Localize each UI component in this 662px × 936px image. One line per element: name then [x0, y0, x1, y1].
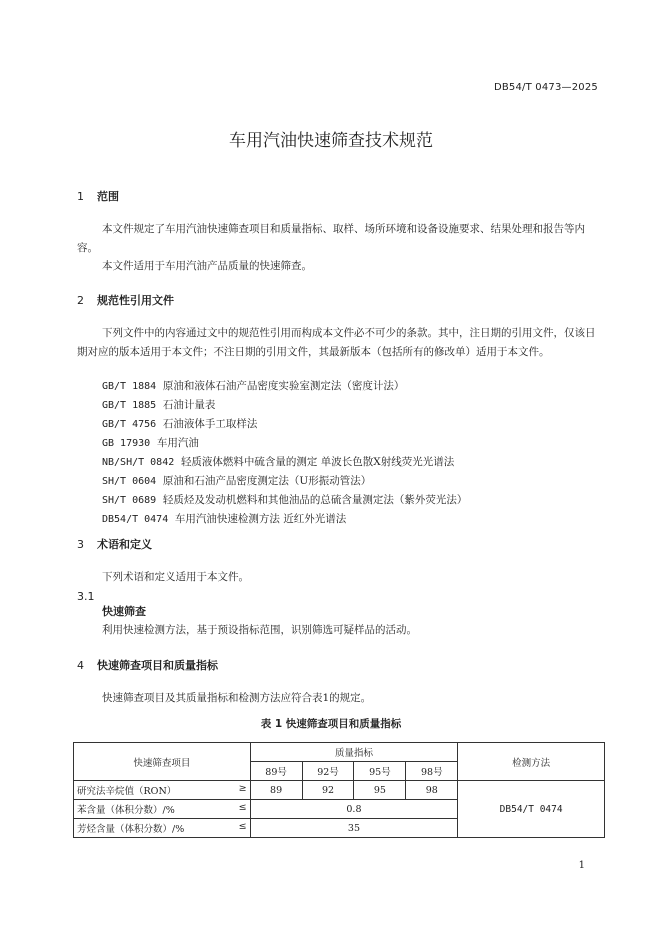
table-row	[74, 781, 605, 800]
item-name: 研究法辛烷值（RON）	[77, 786, 177, 797]
reference-item	[102, 396, 215, 415]
reference-item	[102, 415, 257, 434]
value-cell: 95	[354, 781, 406, 800]
reference-code: SH/T 0689	[102, 495, 157, 506]
section-4-paragraph-1: 快速筛查项目及其质量指标和检测方法应符合表1的规定。	[102, 692, 372, 704]
item-name: 苯含量（体积分数）/%	[77, 805, 175, 816]
reference-item	[102, 491, 467, 510]
grade-header: 92号	[302, 762, 354, 781]
table-header-row	[74, 743, 605, 762]
section-title: 术语和定义	[97, 538, 152, 551]
reference-name: 车用汽油	[156, 437, 199, 449]
reference-name: 石油计量表	[162, 399, 216, 411]
quality-index-table	[73, 742, 605, 838]
section-4-heading	[77, 657, 218, 673]
subsection-number: 3.1	[77, 590, 95, 603]
comparison-symbol: ≤	[238, 821, 247, 832]
value-cell: 89	[250, 781, 302, 800]
grade-header: 89号	[250, 762, 302, 781]
reference-code: GB 17930	[102, 438, 151, 449]
term-title: 快速筛查	[102, 605, 146, 618]
reference-code: DB54/T 0474	[102, 514, 169, 525]
item-cell	[74, 800, 251, 819]
header-item: 快速筛查项目	[74, 743, 251, 781]
section-title: 规范性引用文件	[97, 294, 174, 307]
section-3-heading	[77, 536, 152, 552]
item-cell	[74, 781, 251, 800]
reference-name: 轻质烃及发动机燃料和其他油品的总硫含量测定法（紫外荧光法）	[162, 494, 468, 506]
section-title: 范围	[97, 190, 119, 203]
section-number: 3	[77, 538, 84, 551]
grade-header: 95号	[354, 762, 406, 781]
reference-code: GB/T 4756	[102, 419, 157, 430]
method-cell: DB54/T 0474	[458, 781, 605, 838]
reference-code: GB/T 1884	[102, 381, 157, 392]
value-cell: 0.8	[250, 800, 458, 819]
section-3-paragraph-1: 下列术语和定义适用于本文件。	[102, 571, 249, 583]
reference-code: SH/T 0604	[102, 476, 157, 487]
section-number: 1	[77, 190, 84, 203]
reference-code: NB/SH/T 0842	[102, 457, 175, 468]
section-number: 2	[77, 294, 84, 307]
page-title: 车用汽油快速筛查技术规范	[229, 131, 433, 151]
reference-item	[102, 472, 371, 491]
section-number: 4	[77, 659, 84, 672]
reference-item	[102, 453, 454, 472]
comparison-symbol: ≤	[238, 802, 247, 813]
reference-name: 原油和石油产品密度测定法（U形振动管法）	[162, 475, 372, 487]
document-code: DB54/T 0473—2025	[493, 82, 598, 93]
reference-name: 原油和液体石油产品密度实验室测定法（密度计法）	[162, 380, 405, 392]
section-1-paragraph-1: 本文件规定了车用汽油快速筛查项目和质量指标、取样、场所环境和设备设施要求、结果处理和报告等内容。	[77, 223, 585, 254]
reference-code: GB/T 1885	[102, 400, 157, 411]
table-caption: 表 1 快速筛查项目和质量指标	[260, 718, 402, 730]
section-1-paragraph-2: 本文件适用于车用汽油产品质量的快速筛查。	[102, 260, 312, 272]
value-cell: 98	[406, 781, 458, 800]
page-number: 1	[578, 860, 585, 871]
comparison-symbol: ≥	[238, 783, 247, 794]
reference-name: 石油液体手工取样法	[162, 418, 258, 430]
value-cell: 92	[302, 781, 354, 800]
section-title: 快速筛查项目和质量指标	[97, 659, 218, 672]
header-quality: 质量指标	[250, 743, 458, 762]
grade-header: 98号	[406, 762, 458, 781]
reference-name: 车用汽油快速检测方法 近红外光谱法	[174, 513, 347, 525]
term-definition: 利用快速检测方法，基于预设指标范围，识别筛选可疑样品的活动。	[102, 624, 417, 636]
section-2-paragraph-1: 下列文件中的内容通过文中的规范性引用而构成本文件必不可少的条款。其中，注日期的引用文件，仅该日期对应的版本适用于本文件；不注日期的引用文件，其最新版本（包括所有的修改单）适用于本文件。	[77, 327, 596, 358]
section-1-heading	[77, 188, 119, 204]
value-cell: 35	[250, 819, 458, 838]
reference-item	[102, 510, 346, 529]
section-2-heading	[77, 292, 174, 308]
reference-item	[102, 434, 199, 453]
reference-item	[102, 377, 404, 396]
item-name: 芳烃含量（体积分数）/%	[77, 824, 185, 835]
reference-name: 轻质液体燃料中硫含量的测定 单波长色散X射线荧光光谱法	[180, 456, 455, 468]
header-method: 检测方法	[458, 743, 605, 781]
item-cell	[74, 819, 251, 838]
